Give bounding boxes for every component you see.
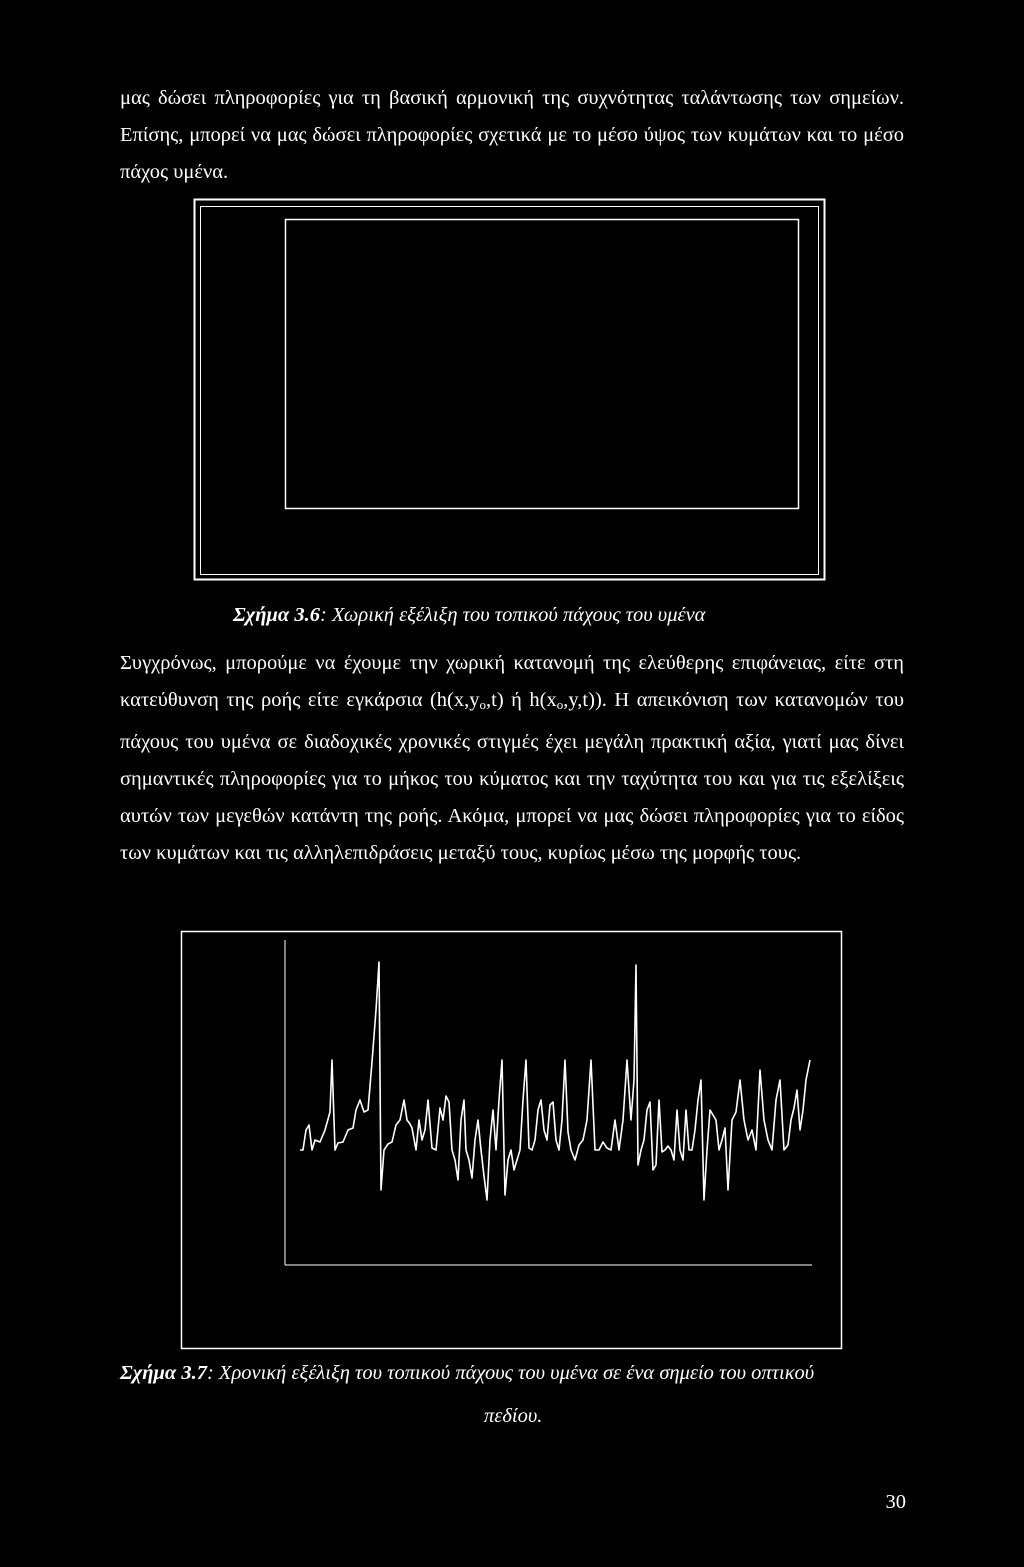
figure-3-7-label: Σχήμα 3.7: [120, 1362, 207, 1384]
subscript-o-2: o: [556, 697, 564, 713]
figure-3-6-label: Σχήμα 3.6: [233, 604, 320, 626]
figure-3-7-frame: [182, 932, 842, 1349]
paragraph-main-text-1: Συγχρόνως, μπορούμε να έχουμε την χωρική κατανομή της ελεύθερης επιφάνειας, είτε στη κατεύθυνση της ροής είτε εγκάρσια (h(x,y: [120, 652, 904, 712]
subscript-o-1: o: [479, 697, 486, 713]
figure-3-7-caption-text-1: : Χρονική εξέλιξη του τοπικού πάχους του υμένα σε ένα σημείο του οπτικού: [206, 1362, 815, 1384]
paragraph-main-text-3: ,y,t)). Η απεικόνιση των κατανομών του πάχους του υμένα σε διαδοχικές χρονικές στιγμές έχει μεγάλη πρακτική αξία, γιατί μας δίνει σημαντικές πληροφορίες για το μήκος του κύματος και την ταχύτητα του και για τις εξελίξεις αυτών των μεγεθών κατάντη της ροής. Ακόμα, μπορεί να μας δώσει πληροφορίες για το είδος των κυμάτων και τις αλληλεπιδράσεις μεταξύ τους, κυρίως μέσω της μορφής τους.: [120, 689, 904, 865]
figure-3-7-caption: [120, 1362, 814, 1385]
paragraph-main-text-2: ,t) ή h(x: [486, 689, 557, 712]
paragraph-intro: μας δώσει πληροφορίες για τη βασική αρμονική της συχνότητας ταλάντωσης των σημείων. Επίσης, μπορεί να μας δώσει πληροφορίες σχετικά με το μέσο ύψος των κυμάτων και το μέσο πάχος υμένα.: [120, 87, 904, 183]
figure-3-6-caption-text: : Χωρική εξέλιξη του τοπικού πάχους του υμένα: [319, 604, 706, 626]
figure-3-7-signal-trace: [300, 962, 810, 1200]
page-number: 30: [885, 1491, 906, 1513]
figure-3-7-caption-line-2: πεδίου.: [484, 1405, 543, 1427]
